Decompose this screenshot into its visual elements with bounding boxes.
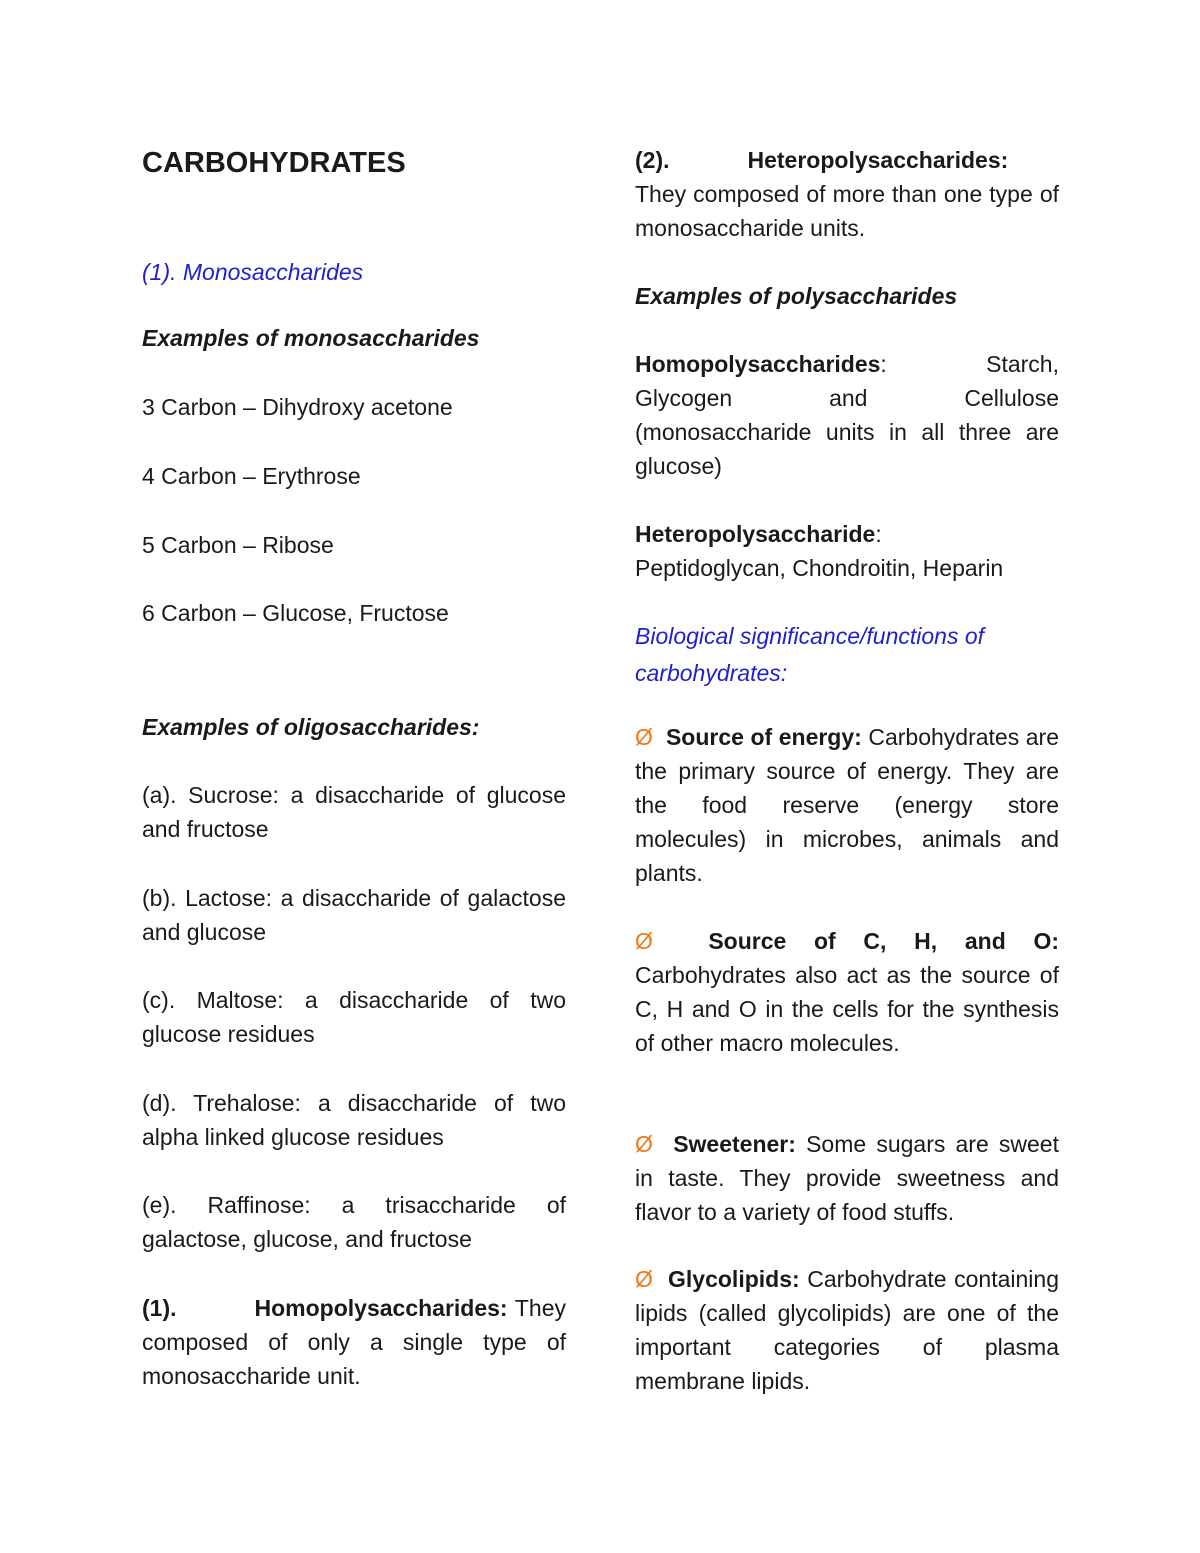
function-item xyxy=(635,1127,1059,1229)
hetero-examples-text: Peptidoglycan, Chondroitin, Heparin xyxy=(635,555,1004,581)
hetero-term: Heteropolysaccharides: xyxy=(747,147,1009,173)
homopolysaccharides-definition xyxy=(142,1291,566,1393)
homo-examples-term: Homopolysaccharides xyxy=(635,351,881,377)
function-text: Carbohydrates are the primary source of energy. They are the food reserve (energy store molecules) in microbes, animals and plants. xyxy=(635,724,1059,886)
mono-example: 3 Carbon – Dihydroxy acetone xyxy=(142,394,453,420)
hetero-number: (2). xyxy=(635,147,670,173)
function-term: Source of C, H, and O: xyxy=(708,928,1060,954)
bio-heading-line1: Biological significance/functions of xyxy=(635,623,985,649)
document-title: CARBOHYDRATES xyxy=(142,147,406,179)
bullet-icon: Ø xyxy=(635,1131,653,1157)
mono-example: 6 Carbon – Glucose, Fructose xyxy=(142,600,449,626)
hetero-examples-term: Heteropolysaccharide xyxy=(635,521,876,547)
oligo-example: (b). Lactose: a disaccharide of galactose and glucose xyxy=(142,885,566,945)
bio-significance-heading xyxy=(635,618,1059,692)
oligo-example: (d). Trehalose: a disaccharide of two alpha linked glucose residues xyxy=(142,1090,566,1150)
hetero-examples-colon: : xyxy=(875,521,882,547)
function-term: Source of energy: xyxy=(665,724,862,750)
function-term: Sweetener: xyxy=(673,1131,796,1157)
function-text: Some sugars are sweet in taste. They provide sweetness and flavor to a variety of food stuffs. xyxy=(635,1131,1059,1225)
mono-examples-heading: Examples of monosaccharides xyxy=(142,325,480,351)
homo-examples-colon: : xyxy=(880,351,887,377)
homo-examples xyxy=(635,347,1059,483)
bio-heading-line2: carbohydrates: xyxy=(635,660,788,686)
oligo-examples-heading: Examples of oligosaccharides: xyxy=(142,714,480,740)
function-item xyxy=(635,1262,1059,1398)
mono-example: 4 Carbon – Erythrose xyxy=(142,463,361,489)
heteropolysaccharides-definition xyxy=(635,143,1059,245)
function-item xyxy=(635,720,1059,890)
hetero-examples xyxy=(635,517,1059,585)
homo-examples-text: Starch, Glycogen and Cellulose (monosaccharide units in all three are glucose) xyxy=(635,351,1059,479)
bullet-icon: Ø xyxy=(635,1266,653,1292)
mono-example: 5 Carbon – Ribose xyxy=(142,532,334,558)
homo-text: They composed of only a single type of monosaccharide unit. xyxy=(142,1295,566,1389)
homo-term: Homopolysaccharides: xyxy=(254,1295,508,1321)
bullet-icon: Ø xyxy=(635,928,653,954)
oligo-example: (a). Sucrose: a disaccharide of glucose and fructose xyxy=(142,782,566,842)
poly-examples-heading: Examples of polysaccharides xyxy=(635,283,958,309)
function-item xyxy=(635,924,1059,1060)
bullet-icon: Ø xyxy=(635,724,653,750)
monosaccharides-heading: (1). Monosaccharides xyxy=(142,259,364,285)
function-text: Carbohydrates also act as the source of C, H and O in the cells for the synthesis of other macro molecules. xyxy=(635,962,1059,1056)
homo-number: (1). xyxy=(142,1295,177,1321)
hetero-text: They composed of more than one type of monosaccharide units. xyxy=(635,181,1059,241)
oligo-example: (e). Raffinose: a trisaccharide of galactose, glucose, and fructose xyxy=(142,1192,566,1252)
oligo-example: (c). Maltose: a disaccharide of two glucose residues xyxy=(142,987,566,1047)
function-text: Carbohydrate containing lipids (called glycolipids) are one of the important categories of plasma membrane lipids. xyxy=(635,1266,1059,1394)
function-term: Glycolipids: xyxy=(668,1266,800,1292)
